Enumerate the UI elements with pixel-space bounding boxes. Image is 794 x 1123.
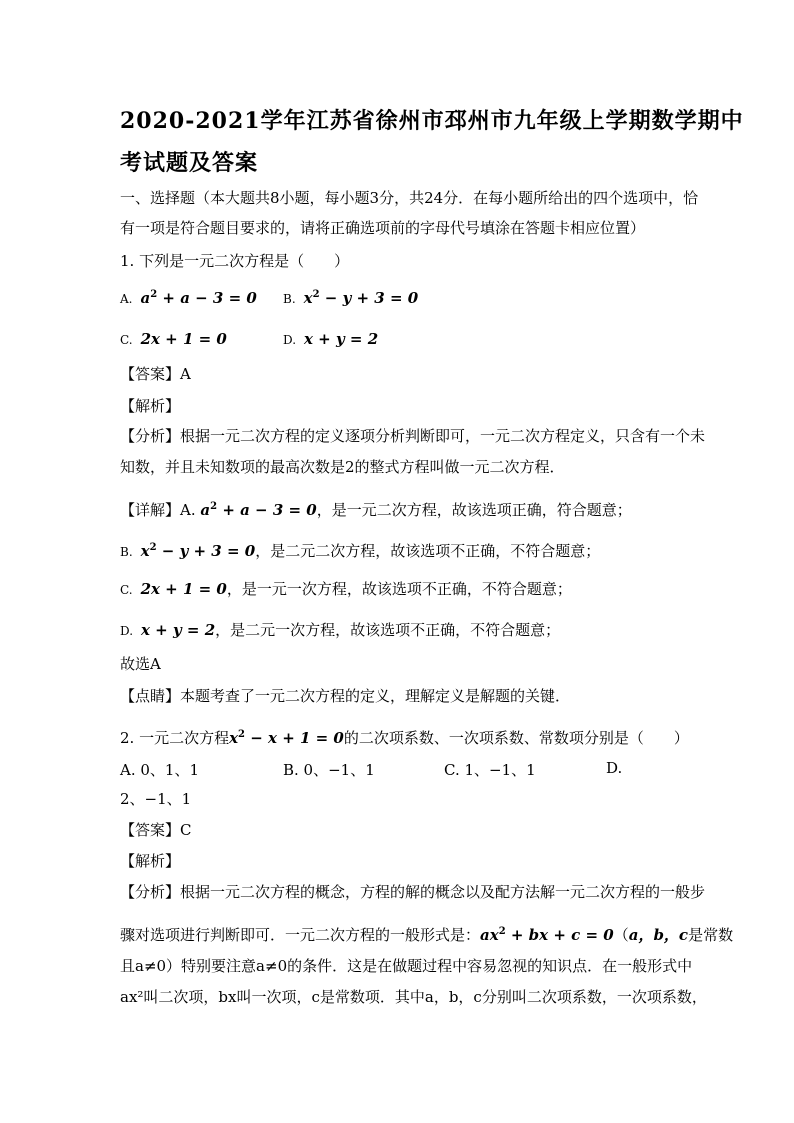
q2-option-c: C. 1、−1、1 (444, 761, 536, 779)
q2-analysis-tag: 【解析】 (120, 852, 181, 870)
q1-option-d (283, 330, 378, 348)
q1-option-a-label: A. (120, 292, 133, 306)
q1-detail-a (120, 497, 690, 520)
q1-analysis-tag: 【解析】 (120, 397, 181, 415)
q1-detail-b (120, 538, 690, 562)
q1-option-c-equation: 2x + 1 = 0 (140, 330, 227, 348)
q1-analysis-line-1: 【分析】根据一元二次方程的定义逐项分析判断即可，一元二次方程定义，只含有一个未 (120, 427, 706, 445)
q1-detail-d (120, 620, 690, 641)
q1-answer: 【答案】A (120, 365, 191, 383)
q1-option-a (120, 289, 257, 307)
q1-conclusion: 故选A (120, 655, 161, 673)
q2-stem-prefix: 2. 一元二次方程 (120, 729, 230, 747)
q1-detail-d-label: D. (120, 624, 134, 638)
q1-detail-d-equation: x + y = 2 (141, 621, 216, 639)
q1-option-c (120, 330, 227, 348)
q1-detail-b-label: B. (120, 545, 133, 559)
q1-option-b (283, 289, 418, 307)
q1-detail-b-equation: $x^2 - y + 3 = 0$ (140, 542, 256, 560)
q2-answer: 【答案】C (120, 821, 192, 839)
q2-analysis-line-4: ax²叫二次项，bx叫一次项，c是常数项．其中a，b，c分别叫二次项系数，一次项系数， (120, 988, 707, 1006)
q1-detail-a-text: ，是一元二次方程，故该选项正确，符合题意； (316, 501, 632, 519)
q2-option-d: D. (606, 759, 623, 777)
q2-analysis-line-2-prefix: 骤对选项进行判断即可．一元二次方程的一般形式是： (120, 926, 481, 944)
q2-option-a: A. 0、1、1 (120, 761, 199, 779)
q2-stem-suffix: 的二次项系数、一次项系数、常数项分别是（ ） (343, 729, 689, 747)
q1-detail-c-text: ，是一元一次方程，故该选项不正确，不符合题意； (226, 580, 572, 598)
q1-detail-prefix: 【详解】A. (120, 501, 196, 519)
q1-detail-b-text: ，是二元二次方程，故该选项不正确，不符合题意； (255, 542, 601, 560)
page-title-line-1: 2020-2021学年江苏省徐州市邳州市九年级上学期数学期中 (120, 108, 744, 134)
q1-analysis-line-2: 知数，并且未知数项的最高次数是2的整式方程叫做一元二次方程． (120, 458, 565, 476)
q1-comment: 【点睛】本题考查了一元二次方程的定义，理解定义是解题的关键． (120, 687, 571, 705)
q1-option-d-equation: x + y = 2 (304, 330, 379, 348)
q2-analysis-line-2-mid: （ (613, 926, 629, 944)
page-title-line-2: 考试题及答案 (120, 150, 259, 176)
q2-analysis-line-3: 且a≠0）特别要注意a≠0的条件．这是在做题过程中容易忽视的知识点．在一般形式中 (120, 957, 693, 975)
q2-analysis-line-1: 【分析】根据一元二次方程的概念，方程的解的概念以及配方法解一元二次方程的一般步 (120, 883, 706, 901)
section-heading-line-2: 有一项是符合题目要求的，请将正确选项前的字母代号填涂在答题卡相应位置） (120, 219, 646, 237)
q1-option-b-label: B. (283, 292, 296, 306)
q2-option-b: B. 0、−1、1 (283, 761, 375, 779)
q1-detail-c-label: C. (120, 583, 133, 597)
q2-analysis-vars: a，b，c (628, 926, 689, 944)
q2-stem-equation: $x^2 - x + 1 = 0$ (229, 729, 344, 747)
q2-option-d-continuation: 2、−1、1 (120, 790, 192, 808)
q1-option-c-label: C. (120, 333, 133, 347)
q2-analysis-line-2-suffix: 是常数 (688, 926, 734, 944)
q1-detail-c (120, 579, 690, 600)
q1-option-d-label: D. (283, 333, 297, 347)
q1-detail-d-text: ，是二元一次方程，故该选项不正确，不符合题意； (215, 621, 561, 639)
q1-detail-a-equation: $a^2 + a - 3 = 0$ (200, 501, 317, 519)
q1-detail-c-equation: 2x + 1 = 0 (140, 580, 227, 598)
q2-general-form-equation: $ax^2$ + bx + c = 0 (480, 926, 614, 944)
section-heading-line-1: 一、选择题（本大题共8小题，每小题3分，共24分．在每小题所给出的四个选项中，恰 (120, 189, 699, 207)
q1-option-a-equation: $a^2 + a - 3 = 0$ (140, 289, 257, 307)
q2-analysis-line-2 (120, 922, 734, 945)
q1-stem: 1. 下列是一元二次方程是（ ） (120, 252, 350, 270)
q2-stem (120, 725, 690, 748)
q1-option-b-equation: $x^2 - y + 3 = 0$ (303, 289, 419, 307)
